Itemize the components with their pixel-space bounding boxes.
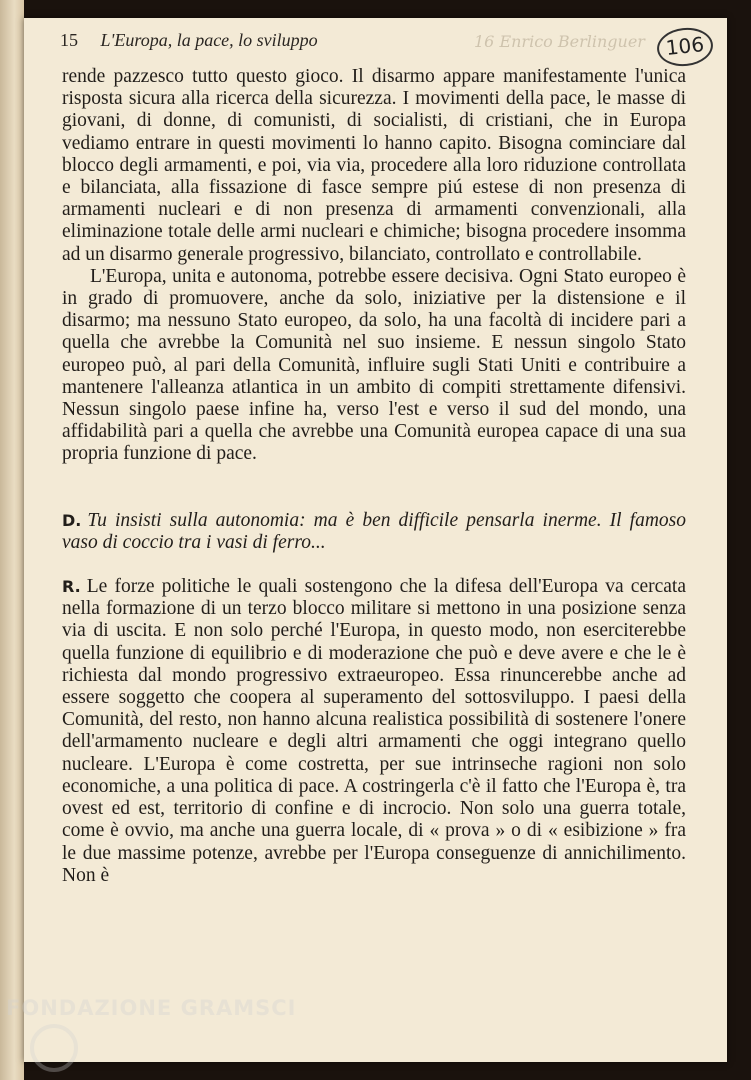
page-number: 15: [60, 30, 78, 50]
bleed-through-text: 16 Enrico Berlinguer: [474, 32, 645, 51]
watermark-logo-icon: [30, 1024, 78, 1072]
archive-watermark: FONDAZIONE GRAMSCI: [6, 996, 297, 1020]
body-text: [62, 66, 686, 887]
answer-text: Le forze politiche le quali sostengono che la difesa dell'Europa va cercata nella formazione di un terzo blocco militare si mettono in una posizione senza via di uscita. E non solo perché l'Europa, in questo modo, non eserciterebbe quella funzione di equilibrio e di moderazione che può e deve avere e che le è richiesta dal mondo progressivo extraeuropeo. Essa rinuncerebbe anche ad essere soggetto che coopera al superamento del sottosviluppo. I paesi della Comunità, del resto, non hanno alcuna realistica possibilità di sostenere l'onere dell'armamento nucleare e degli altri armamenti che oggi integrano quello nucleare. L'Europa è come costretta, per sue intrinseche ragioni non solo economiche, a una politica di pace. A costringerla c'è il fatto che l'Europa è, tra ovest ed est, territorio di confine e di incrocio. Non solo una guerra totale, come è ovvio, ma anche una guerra locale, di « prova » o di « esibizione » fra le due massime potenze, avrebbe per l'Europa conseguenze di annichilimento. Non è: [62, 576, 686, 886]
book-page: [24, 18, 727, 1062]
running-title: L'Europa, la pace, lo sviluppo: [100, 30, 318, 50]
answer-paragraph: [62, 576, 686, 887]
paragraph: rende pazzesco tutto questo gioco. Il disarmo appare manifestamente l'unica risposta sicura alla ricerca della sicurezza. I movimenti della pace, le masse di giovani, di donne, di comunisti, di socialisti, di cristiani, che in Europa vediamo entrare in questi movimenti lo hanno capito. Bisogna cominciare dal blocco degli armamenti, e poi, via via, procedere alla loro riduzione controllata e bilanciata, alla fissazione di fasce sempre piú estese di non presenza di armamenti nucleari e di non presenza di armamenti convenzionali, alla eliminazione totale delle armi nucleari e chimiche; bisogna procedere insomma ad un disarmo generale progressivo, bilanciato, controllato e controllabile.: [62, 66, 686, 265]
question-label: D.: [62, 510, 82, 530]
archive-stamp: 106: [655, 25, 715, 69]
page-header: [60, 30, 700, 51]
answer-label: R.: [62, 577, 81, 597]
paragraph: L'Europa, unita e autonoma, potrebbe essere decisiva. Ogni Stato europeo è in grado di promuovere, anche da solo, iniziative per la distensione e il disarmo; ma nessuno Stato europeo, da solo, ha una facoltà di incidere pari a quella che avrebbe la Comunità nel suo insieme. E nessun singolo Stato europeo può, al pari della Comunità, influire sugli Stati Uniti e contribuire a mantenere l'alleanza atlantica in un ambito di compiti strettamente difensivi. Nessun singolo paese infine ha, verso l'est e verso il sud del mondo, una affidabilità pari a quella che avrebbe una Comunità europea capace di una sua propria funzione di pace.: [62, 265, 686, 465]
book-spine: [0, 0, 24, 1080]
question-paragraph: [62, 510, 686, 554]
question-text: Tu insisti sulla autonomia: ma è ben difficile pensarla inerme. Il famoso vaso di coccio tra i vasi di ferro...: [62, 509, 686, 553]
